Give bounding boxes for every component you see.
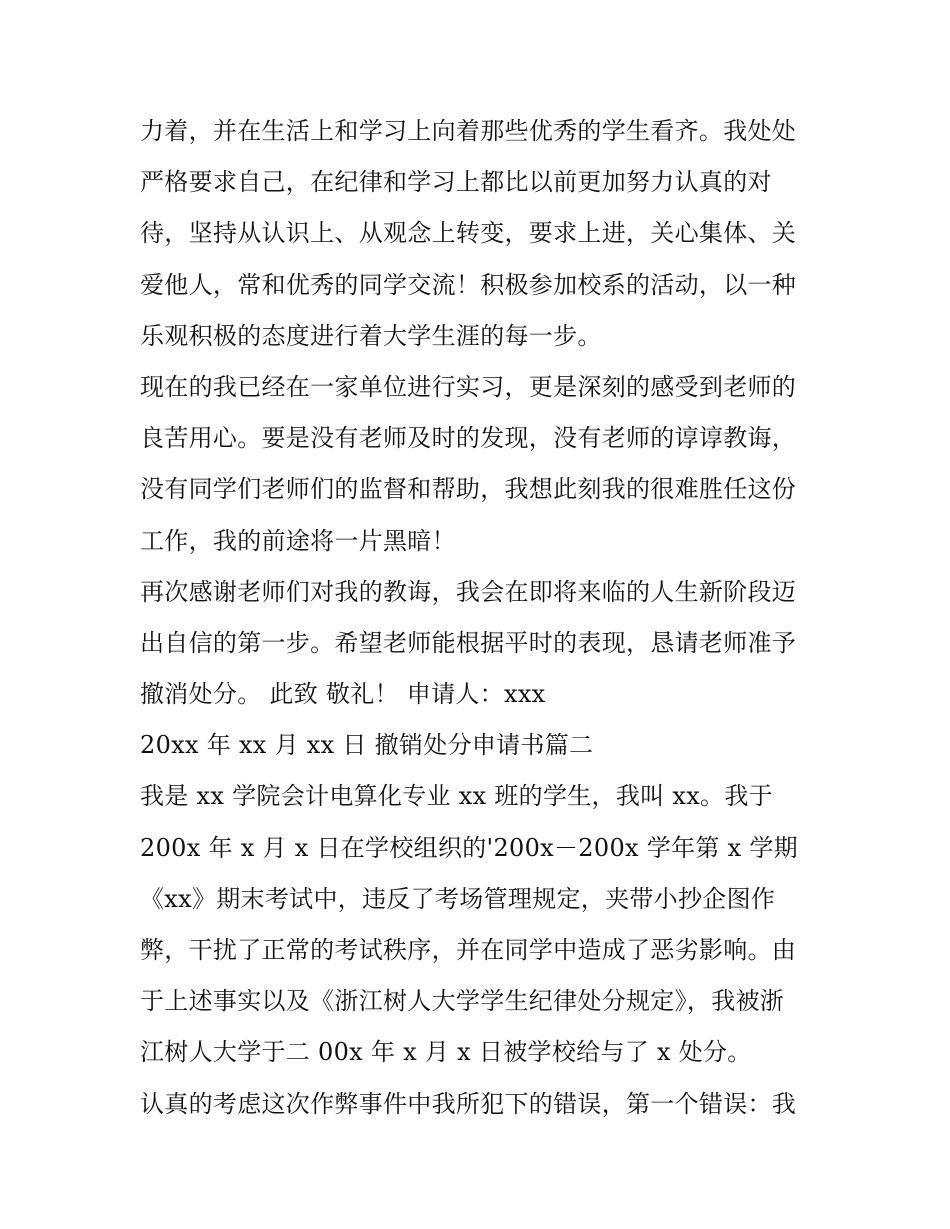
- text-line: 认真的考虑这次作弊事件中我所犯下的错误，第一个错误：我: [140, 1089, 797, 1118]
- text-line: 没有同学们老师们的监督和帮助，我想此刻我的很难胜任这份: [140, 475, 797, 504]
- text-line: 20xx 年 xx 月 xx 日 撤销处分申请书篇二: [140, 731, 594, 760]
- text-line: 撤消处分。 此致 敬礼！ 申请人：xxx: [140, 680, 546, 709]
- text-line: 爱他人，常和优秀的同学交流！积极参加校系的活动，以一种: [140, 270, 797, 299]
- text-line: 200x 年 x 月 x 日在学校组织的'200x－200x 学年第 x 学期: [140, 833, 798, 862]
- text-line: 《xx》期末考试中，违反了考场管理规定，夹带小抄企图作: [140, 884, 776, 913]
- text-line: 弊，干扰了正常的考试秩序，并在同学中造成了恶劣影响。由: [140, 936, 797, 964]
- text-line: 现在的我已经在一家单位进行实习，更是深刻的感受到老师的: [140, 372, 797, 401]
- text-line: 工作，我的前途将一片黑暗！: [140, 526, 456, 555]
- document-body: [140, 106, 820, 1130]
- text-line: 力着，并在生活上和学习上向着那些优秀的学生看齐。我处处: [140, 117, 797, 145]
- text-line: 良苦用心。要是没有老师及时的发现，没有老师的谆谆教诲，: [140, 424, 797, 453]
- text-line: 于上述事实以及《浙江树人大学学生纪律处分规定》，我被浙: [140, 987, 785, 1016]
- text-line: 再次感谢老师们对我的教诲，我会在即将来临的人生新阶段迈: [140, 577, 797, 606]
- text-line: 出自信的第一步。希望老师能根据平时的表现，恳请老师准予: [140, 628, 797, 657]
- text-line: 乐观积极的态度进行着大学生涯的每一步。: [140, 321, 602, 350]
- text-line: 江树人大学于二 00x 年 x 月 x 日被学校给与了 x 处分。: [140, 1038, 752, 1067]
- text-line: 严格要求自己，在纪律和学习上都比以前更加努力认真的对: [140, 168, 772, 197]
- text-line: 待，坚持从认识上、从观念上转变，要求上进，关心集体、关: [140, 219, 797, 248]
- text-line: 我是 xx 学院会计电算化专业 xx 班的学生，我叫 xx。我于: [140, 782, 773, 811]
